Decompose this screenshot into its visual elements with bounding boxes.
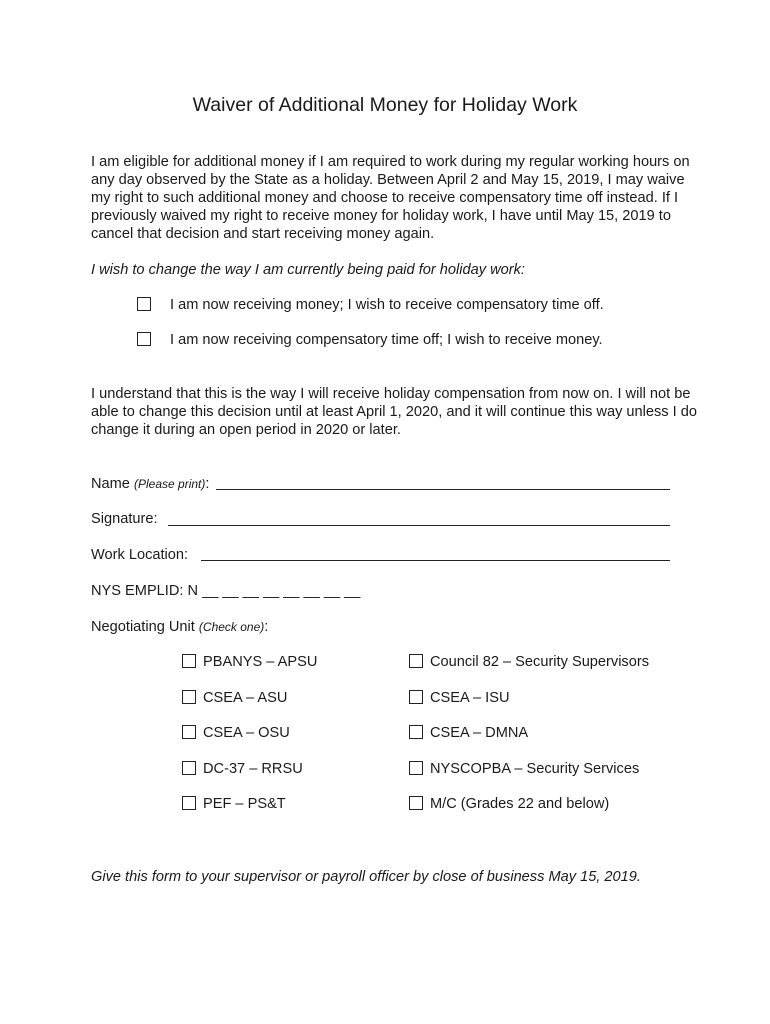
name-colon: : [205,476,210,492]
name-input-line[interactable] [216,489,670,490]
negotiating-unit-label [91,618,268,636]
unit-csea-osu-checkbox[interactable] [182,725,196,739]
unit-nyscopba-label: NYSCOPBA – Security Services [430,761,640,777]
negotiating-unit-label-text: Negotiating Unit [91,619,195,635]
intro-paragraph: I am eligible for additional money if I am required to work during my regular working hours on any day observed by the State as a holiday. Between April 2 and May 15, 2019, I may waive my right to such additional money and choose to receive compensatory time off instead. If I previously waived my right to receive money for holiday work, I have until May 15, 2019 to cancel that decision and start receiving money again. [91,154,690,242]
page-title: Waiver of Additional Money for Holiday Work [192,94,578,116]
unit-council82-checkbox[interactable] [409,654,423,668]
unit-pef-pst-label: PEF – PS&T [203,796,286,812]
unit-dc37-rrsu-label: DC-37 – RRSU [203,761,303,777]
signature-input-line[interactable] [168,525,670,526]
negotiating-unit-hint: (Check one) [198,620,265,634]
unit-csea-isu-checkbox[interactable] [409,690,423,704]
unit-dc37-rrsu-checkbox[interactable] [182,761,196,775]
unit-pef-pst-checkbox[interactable] [182,796,196,810]
understand-paragraph: I understand that this is the way I will receive holiday compensation from now on. I will not be able to change this decision until at least April 1, 2020, and it will continue this way unless I do change it during an open period in 2020 or later. [91,386,698,438]
option-money-to-time-label: I am now receiving money; I wish to receive compensatory time off. [170,297,604,313]
unit-csea-dmna-checkbox[interactable] [409,725,423,739]
emplid-field[interactable]: NYS EMPLID: N __ __ __ __ __ __ __ __ [91,583,361,599]
unit-csea-osu-label: CSEA – OSU [203,725,290,741]
unit-csea-dmna-label: CSEA – DMNA [430,725,529,741]
unit-mc-checkbox[interactable] [409,796,423,810]
work-location-label: Work Location: [91,547,189,563]
unit-csea-isu-label: CSEA – ISU [430,690,510,706]
footer-instruction: Give this form to your supervisor or payroll officer by close of business May 15, 2019. [91,869,641,885]
option-time-to-money-label: I am now receiving compensatory time off; I wish to receive money. [170,332,603,348]
unit-csea-asu-label: CSEA – ASU [203,690,288,706]
negotiating-unit-colon: : [264,619,269,635]
name-label-text: Name [91,476,130,492]
name-hint: (Please print) [134,477,206,491]
option-time-to-money-checkbox[interactable] [137,332,151,346]
unit-csea-asu-checkbox[interactable] [182,690,196,704]
option-money-to-time-checkbox[interactable] [137,297,151,311]
unit-mc-label: M/C (Grades 22 and below) [430,796,610,812]
name-field-label [91,475,209,493]
unit-nyscopba-checkbox[interactable] [409,761,423,775]
unit-pbanys-apsu-label: PBANYS – APSU [203,654,318,670]
unit-council82-label: Council 82 – Security Supervisors [430,654,650,670]
unit-pbanys-apsu-checkbox[interactable] [182,654,196,668]
work-location-input-line[interactable] [201,560,670,561]
change-prompt: I wish to change the way I am currently being paid for holiday work: [91,262,525,278]
signature-label: Signature: [91,511,158,527]
